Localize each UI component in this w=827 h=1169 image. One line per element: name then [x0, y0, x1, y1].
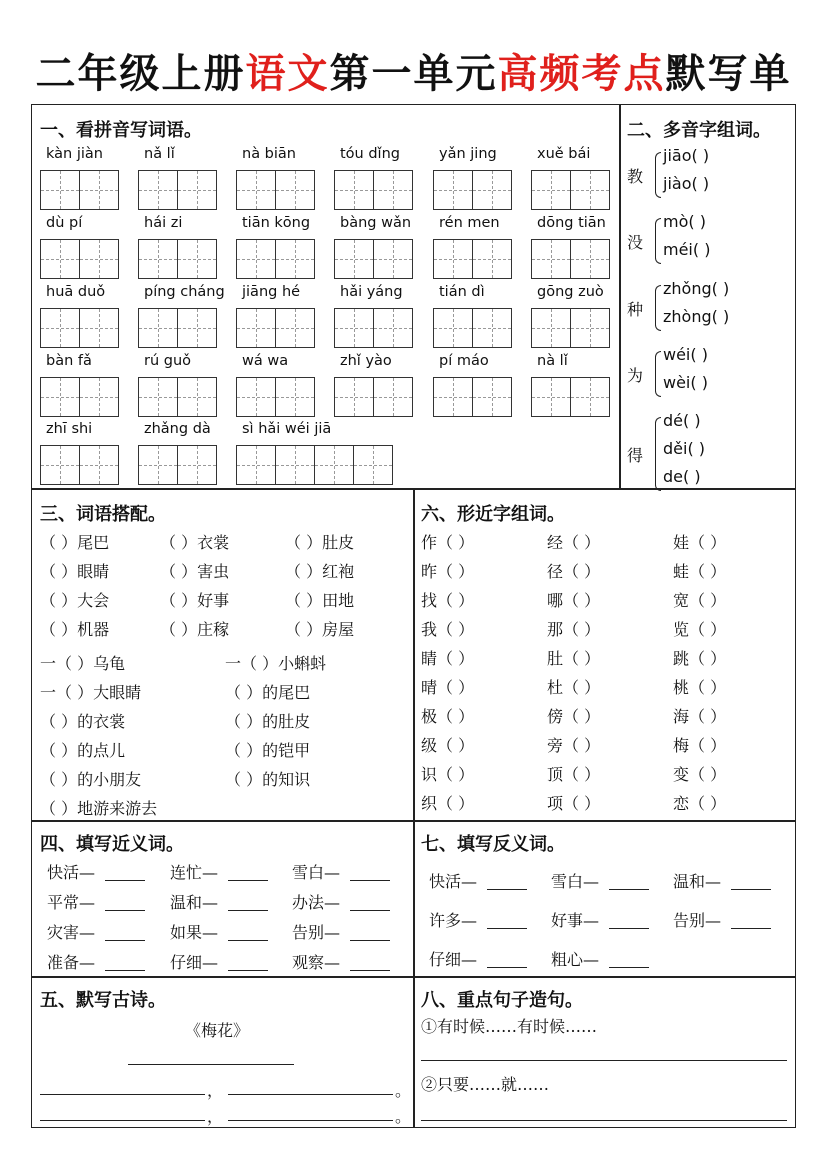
grid-cell[interactable] [275, 445, 315, 485]
brace [655, 218, 661, 264]
grid-cell[interactable] [353, 445, 393, 485]
tianzi-grid[interactable] [433, 377, 512, 417]
tianzi-grid[interactable] [138, 239, 217, 279]
section-title: 五、默写古诗。 [40, 990, 166, 1011]
grid-cell[interactable] [531, 308, 571, 348]
antonym-word: 温和— [673, 872, 722, 891]
synonym-word: 仔细— [170, 953, 219, 972]
synonym-word: 快活— [47, 863, 96, 882]
synonym-word: 连忙— [170, 863, 219, 882]
tianzi-grid[interactable] [334, 239, 413, 279]
pinyin-label: rén men [439, 215, 500, 231]
similar-char-item[interactable]: 径（ ） [547, 562, 601, 581]
similar-char-item[interactable]: 那（ ） [547, 620, 601, 639]
answer-line[interactable] [228, 1120, 393, 1121]
synonym-word: 如果— [170, 923, 219, 942]
grid-cell[interactable] [314, 445, 354, 485]
tianzi-grid[interactable] [138, 170, 217, 210]
answer-line[interactable] [350, 970, 390, 971]
antonym-word: 雪白— [551, 872, 600, 891]
collocation-item[interactable]: （ ）的尾巴 [225, 683, 311, 702]
antonym-word: 许多— [429, 911, 478, 930]
answer-line[interactable] [731, 928, 771, 929]
polyphone-char: 得 [627, 446, 644, 465]
answer-line[interactable] [350, 880, 390, 881]
collocation-item[interactable]: （ ）尾巴 [40, 533, 110, 552]
similar-char-item[interactable]: 杜（ ） [547, 678, 601, 697]
pinyin-label: bàn fǎ [46, 353, 92, 369]
polyphone-item[interactable]: zhòng( ) [663, 307, 730, 326]
grid-cell[interactable] [334, 170, 374, 210]
tianzi-grid[interactable] [236, 445, 393, 485]
grid-cell[interactable] [531, 170, 571, 210]
similar-char-item[interactable]: 找（ ） [421, 591, 475, 610]
tianzi-grid[interactable] [40, 170, 119, 210]
similar-char-item[interactable]: 览（ ） [673, 620, 727, 639]
similar-char-item[interactable]: 我（ ） [421, 620, 475, 639]
tianzi-grid[interactable] [138, 377, 217, 417]
grid-cell[interactable] [373, 377, 413, 417]
collocation-item[interactable]: 一（ ）小蝌蚪 [225, 654, 327, 673]
collocation-item[interactable]: （ ）的衣裳 [40, 712, 126, 731]
collocation-item[interactable]: （ ）房屋 [285, 620, 355, 639]
answer-line[interactable] [105, 940, 145, 941]
grid-cell[interactable] [236, 170, 276, 210]
pinyin-label: jiāng hé [242, 284, 301, 300]
answer-line[interactable] [487, 889, 527, 890]
grid-cell[interactable] [40, 239, 80, 279]
pinyin-label: tiān kōng [242, 215, 311, 231]
grid-cell[interactable] [138, 308, 178, 348]
grid-cell[interactable] [79, 308, 119, 348]
pinyin-label: huā duǒ [46, 284, 106, 300]
tianzi-grid[interactable] [334, 170, 413, 210]
section-title: 六、形近字组词。 [421, 504, 565, 525]
page-title: 二年级上册语文第一单元高频考点默写单 [35, 51, 792, 97]
answer-line[interactable] [105, 910, 145, 911]
polyphone-item[interactable]: mò( ) [663, 212, 706, 231]
antonym-word: 好事— [551, 911, 600, 930]
grid-cell[interactable] [177, 445, 217, 485]
collocation-item[interactable]: 一（ ）乌龟 [40, 654, 126, 673]
tianzi-grid[interactable] [531, 170, 610, 210]
pinyin-label: wá wa [242, 353, 289, 369]
divider [31, 976, 796, 978]
similar-char-item[interactable]: 经（ ） [547, 533, 601, 552]
brace [655, 152, 661, 198]
section-title: 七、填写反义词。 [421, 834, 565, 855]
pinyin-label: tóu dǐng [340, 146, 400, 162]
grid-cell[interactable] [177, 239, 217, 279]
pinyin-label: píng cháng [144, 284, 225, 300]
pinyin-label: zhī shi [46, 421, 93, 437]
collocation-item[interactable]: （ ）田地 [285, 591, 355, 610]
tianzi-grid[interactable] [433, 308, 512, 348]
grid-cell[interactable] [570, 308, 610, 348]
antonym-word: 粗心— [551, 950, 600, 969]
poem-title: 《梅花》 [185, 1021, 250, 1040]
grid-cell[interactable] [570, 239, 610, 279]
polyphone-char: 教 [627, 167, 644, 186]
answer-line[interactable] [609, 967, 649, 968]
grid-cell[interactable] [531, 239, 571, 279]
similar-char-item[interactable]: 变（ ） [673, 765, 727, 784]
polyphone-item[interactable]: méi( ) [663, 240, 711, 259]
synonym-word: 灾害— [47, 923, 96, 942]
answer-line[interactable] [731, 889, 771, 890]
pinyin-label: pí máo [439, 353, 489, 369]
tianzi-grid[interactable] [138, 308, 217, 348]
grid-cell[interactable] [40, 308, 80, 348]
tianzi-grid[interactable] [433, 170, 512, 210]
collocation-item[interactable]: （ ）眼睛 [40, 562, 110, 581]
similar-char-item[interactable]: 极（ ） [421, 707, 475, 726]
polyphone-char: 为 [627, 366, 644, 385]
section-title: 一、看拼音写词语。 [40, 120, 202, 141]
answer-line[interactable] [228, 940, 268, 941]
tianzi-grid[interactable] [531, 308, 610, 348]
pinyin-label: zhǐ yào [340, 353, 392, 369]
grid-cell[interactable] [433, 308, 473, 348]
answer-line[interactable] [609, 928, 649, 929]
grid-cell[interactable] [40, 377, 80, 417]
tianzi-grid[interactable] [531, 239, 610, 279]
grid-cell[interactable] [138, 170, 178, 210]
pinyin-label: rú guǒ [144, 353, 192, 369]
similar-char-item[interactable]: 海（ ） [673, 707, 727, 726]
pinyin-label: kàn jiàn [46, 146, 103, 162]
similar-char-item[interactable]: 蛙（ ） [673, 562, 727, 581]
similar-char-item[interactable]: 顶（ ） [547, 765, 601, 784]
synonym-word: 准备— [47, 953, 96, 972]
tianzi-grid[interactable] [236, 308, 315, 348]
collocation-item[interactable]: （ ）衣裳 [160, 533, 230, 552]
antonym-word: 快活— [429, 872, 478, 891]
pinyin-label: hǎi yáng [340, 284, 403, 300]
similar-char-item[interactable]: 级（ ） [421, 736, 475, 755]
grid-cell[interactable] [275, 377, 315, 417]
tianzi-grid[interactable] [236, 170, 315, 210]
collocation-item[interactable]: （ ）红袍 [285, 562, 355, 581]
synonym-word: 观察— [292, 953, 341, 972]
grid-cell[interactable] [236, 377, 276, 417]
divider [619, 104, 621, 489]
grid-cell[interactable] [570, 377, 610, 417]
collocation-item[interactable]: （ ）地游来游去 [40, 799, 158, 818]
answer-line[interactable] [487, 967, 527, 968]
answer-line[interactable] [228, 910, 268, 911]
grid-cell[interactable] [236, 239, 276, 279]
similar-char-item[interactable]: 肚（ ） [547, 649, 601, 668]
similar-char-item[interactable]: 桃（ ） [673, 678, 727, 697]
synonym-word: 平常— [47, 893, 96, 912]
brace [655, 351, 661, 397]
tianzi-grid[interactable] [40, 239, 119, 279]
period: 。 [395, 1081, 412, 1100]
pinyin-label: tián dì [439, 284, 485, 300]
grid-cell[interactable] [138, 445, 178, 485]
similar-char-item[interactable]: 作（ ） [421, 533, 475, 552]
similar-char-item[interactable]: 娃（ ） [673, 533, 727, 552]
collocation-item[interactable]: （ ）的肚皮 [225, 712, 311, 731]
grid-cell[interactable] [275, 308, 315, 348]
similar-char-item[interactable]: 晴（ ） [421, 678, 475, 697]
answer-line[interactable] [40, 1120, 205, 1121]
grid-cell[interactable] [275, 239, 315, 279]
pinyin-label: dù pí [46, 215, 83, 231]
collocation-item[interactable]: （ ）的铠甲 [225, 741, 311, 760]
grid-cell[interactable] [472, 308, 512, 348]
answer-line[interactable] [228, 880, 268, 881]
grid-cell[interactable] [177, 170, 217, 210]
polyphone-item[interactable]: de( ) [663, 467, 701, 486]
answer-line[interactable] [228, 1094, 393, 1095]
comma: ， [207, 1081, 224, 1100]
grid-cell[interactable] [334, 377, 374, 417]
brace [655, 285, 661, 331]
similar-char-item[interactable]: 项（ ） [547, 794, 601, 813]
synonym-word: 办法— [292, 893, 341, 912]
section-title: 四、填写近义词。 [40, 834, 184, 855]
similar-char-item[interactable]: 旁（ ） [547, 736, 601, 755]
tianzi-grid[interactable] [40, 308, 119, 348]
grid-cell[interactable] [433, 239, 473, 279]
grid-cell[interactable] [334, 239, 374, 279]
answer-line[interactable] [105, 970, 145, 971]
collocation-item[interactable]: （ ）大会 [40, 591, 110, 610]
polyphone-item[interactable]: jiāo( ) [663, 146, 710, 165]
grid-cell[interactable] [472, 239, 512, 279]
similar-char-item[interactable]: 识（ ） [421, 765, 475, 784]
grid-cell[interactable] [570, 170, 610, 210]
pinyin-label: yǎn jing [439, 146, 497, 162]
polyphone-item[interactable]: dé( ) [663, 411, 701, 430]
grid-cell[interactable] [275, 170, 315, 210]
answer-line[interactable] [40, 1094, 205, 1095]
period: 。 [395, 1107, 412, 1126]
answer-line[interactable] [421, 1060, 787, 1061]
grid-cell[interactable] [236, 308, 276, 348]
pinyin-label: dōng tiān [537, 215, 606, 231]
similar-char-item[interactable]: 梅（ ） [673, 736, 727, 755]
grid-cell[interactable] [373, 170, 413, 210]
answer-line[interactable] [609, 889, 649, 890]
pinyin-label: sì hǎi wéi jiā [242, 421, 332, 437]
answer-line[interactable] [421, 1120, 787, 1121]
similar-char-item[interactable]: 哪（ ） [547, 591, 601, 610]
tianzi-grid[interactable] [334, 308, 413, 348]
answer-line[interactable] [350, 940, 390, 941]
antonym-word: 告别— [673, 911, 722, 930]
polyphone-char: 种 [627, 300, 644, 319]
polyphone-item[interactable]: jiào( ) [663, 174, 710, 193]
grid-cell[interactable] [177, 377, 217, 417]
grid-cell[interactable] [334, 308, 374, 348]
similar-char-item[interactable]: 睛（ ） [421, 649, 475, 668]
collocation-item[interactable]: （ ）的小朋友 [40, 770, 142, 789]
tianzi-grid[interactable] [236, 377, 315, 417]
tianzi-grid[interactable] [138, 445, 217, 485]
comma: ， [207, 1107, 224, 1126]
answer-line[interactable] [228, 970, 268, 971]
tianzi-grid[interactable] [236, 239, 315, 279]
sentence-prompt: ①有时候……有时候…… [421, 1017, 598, 1036]
synonym-word: 温和— [170, 893, 219, 912]
pinyin-label: gōng zuò [537, 284, 604, 300]
polyphone-char: 没 [627, 233, 644, 252]
antonym-word: 仔细— [429, 950, 478, 969]
grid-cell[interactable] [373, 239, 413, 279]
tianzi-grid[interactable] [531, 377, 610, 417]
grid-cell[interactable] [40, 170, 80, 210]
pinyin-label: bàng wǎn [340, 215, 412, 231]
answer-line[interactable] [487, 928, 527, 929]
pinyin-label: nà biān [242, 146, 296, 162]
pinyin-label: nà lǐ [537, 353, 568, 369]
grid-cell[interactable] [433, 170, 473, 210]
pinyin-label: xuě bái [537, 146, 591, 162]
grid-cell[interactable] [531, 377, 571, 417]
polyphone-item[interactable]: děi( ) [663, 439, 706, 458]
collocation-item[interactable]: （ ）肚皮 [285, 533, 355, 552]
pinyin-label: nǎ lǐ [144, 146, 175, 162]
similar-char-item[interactable]: 织（ ） [421, 794, 475, 813]
divider [31, 820, 796, 822]
collocation-item[interactable]: （ ）庄稼 [160, 620, 230, 639]
grid-cell[interactable] [433, 377, 473, 417]
section-title: 八、重点句子造句。 [421, 990, 583, 1011]
tianzi-grid[interactable] [334, 377, 413, 417]
grid-cell[interactable] [40, 445, 80, 485]
polyphone-item[interactable]: wéi( ) [663, 345, 708, 364]
grid-cell[interactable] [472, 377, 512, 417]
grid-cell[interactable] [373, 308, 413, 348]
pinyin-label: zhǎng dà [144, 421, 211, 437]
tianzi-grid[interactable] [40, 445, 119, 485]
brace [655, 417, 661, 491]
answer-line[interactable] [105, 880, 145, 881]
section-title: 二、多音字组词。 [627, 120, 771, 141]
grid-cell[interactable] [79, 170, 119, 210]
similar-char-item[interactable]: 昨（ ） [421, 562, 475, 581]
sentence-prompt: ②只要……就…… [421, 1075, 550, 1094]
answer-line[interactable] [350, 910, 390, 911]
collocation-item[interactable]: （ ）的知识 [225, 770, 311, 789]
collocation-item[interactable]: 一（ ）大眼睛 [40, 683, 142, 702]
section-title: 三、词语搭配。 [40, 504, 166, 525]
similar-char-item[interactable]: 宽（ ） [673, 591, 727, 610]
similar-char-item[interactable]: 傍（ ） [547, 707, 601, 726]
tianzi-grid[interactable] [433, 239, 512, 279]
polyphone-item[interactable]: wèi( ) [663, 373, 708, 392]
grid-cell[interactable] [79, 377, 119, 417]
divider [413, 488, 415, 1128]
collocation-item[interactable]: （ ）害虫 [160, 562, 230, 581]
collocation-item[interactable]: （ ）机器 [40, 620, 110, 639]
collocation-item[interactable]: （ ）的点儿 [40, 741, 126, 760]
collocation-item[interactable]: （ ）好事 [160, 591, 230, 610]
grid-cell[interactable] [79, 445, 119, 485]
grid-cell[interactable] [472, 170, 512, 210]
grid-cell[interactable] [177, 308, 217, 348]
grid-cell[interactable] [79, 239, 119, 279]
similar-char-item[interactable]: 跳（ ） [673, 649, 727, 668]
synonym-word: 告别— [292, 923, 341, 942]
pinyin-label: hái zi [144, 215, 183, 231]
synonym-word: 雪白— [292, 863, 341, 882]
grid-cell[interactable] [138, 239, 178, 279]
similar-char-item[interactable]: 恋（ ） [673, 794, 727, 813]
answer-line[interactable] [128, 1064, 294, 1065]
tianzi-grid[interactable] [40, 377, 119, 417]
grid-cell[interactable] [236, 445, 276, 485]
grid-cell[interactable] [138, 377, 178, 417]
polyphone-item[interactable]: zhǒng( ) [663, 279, 730, 298]
